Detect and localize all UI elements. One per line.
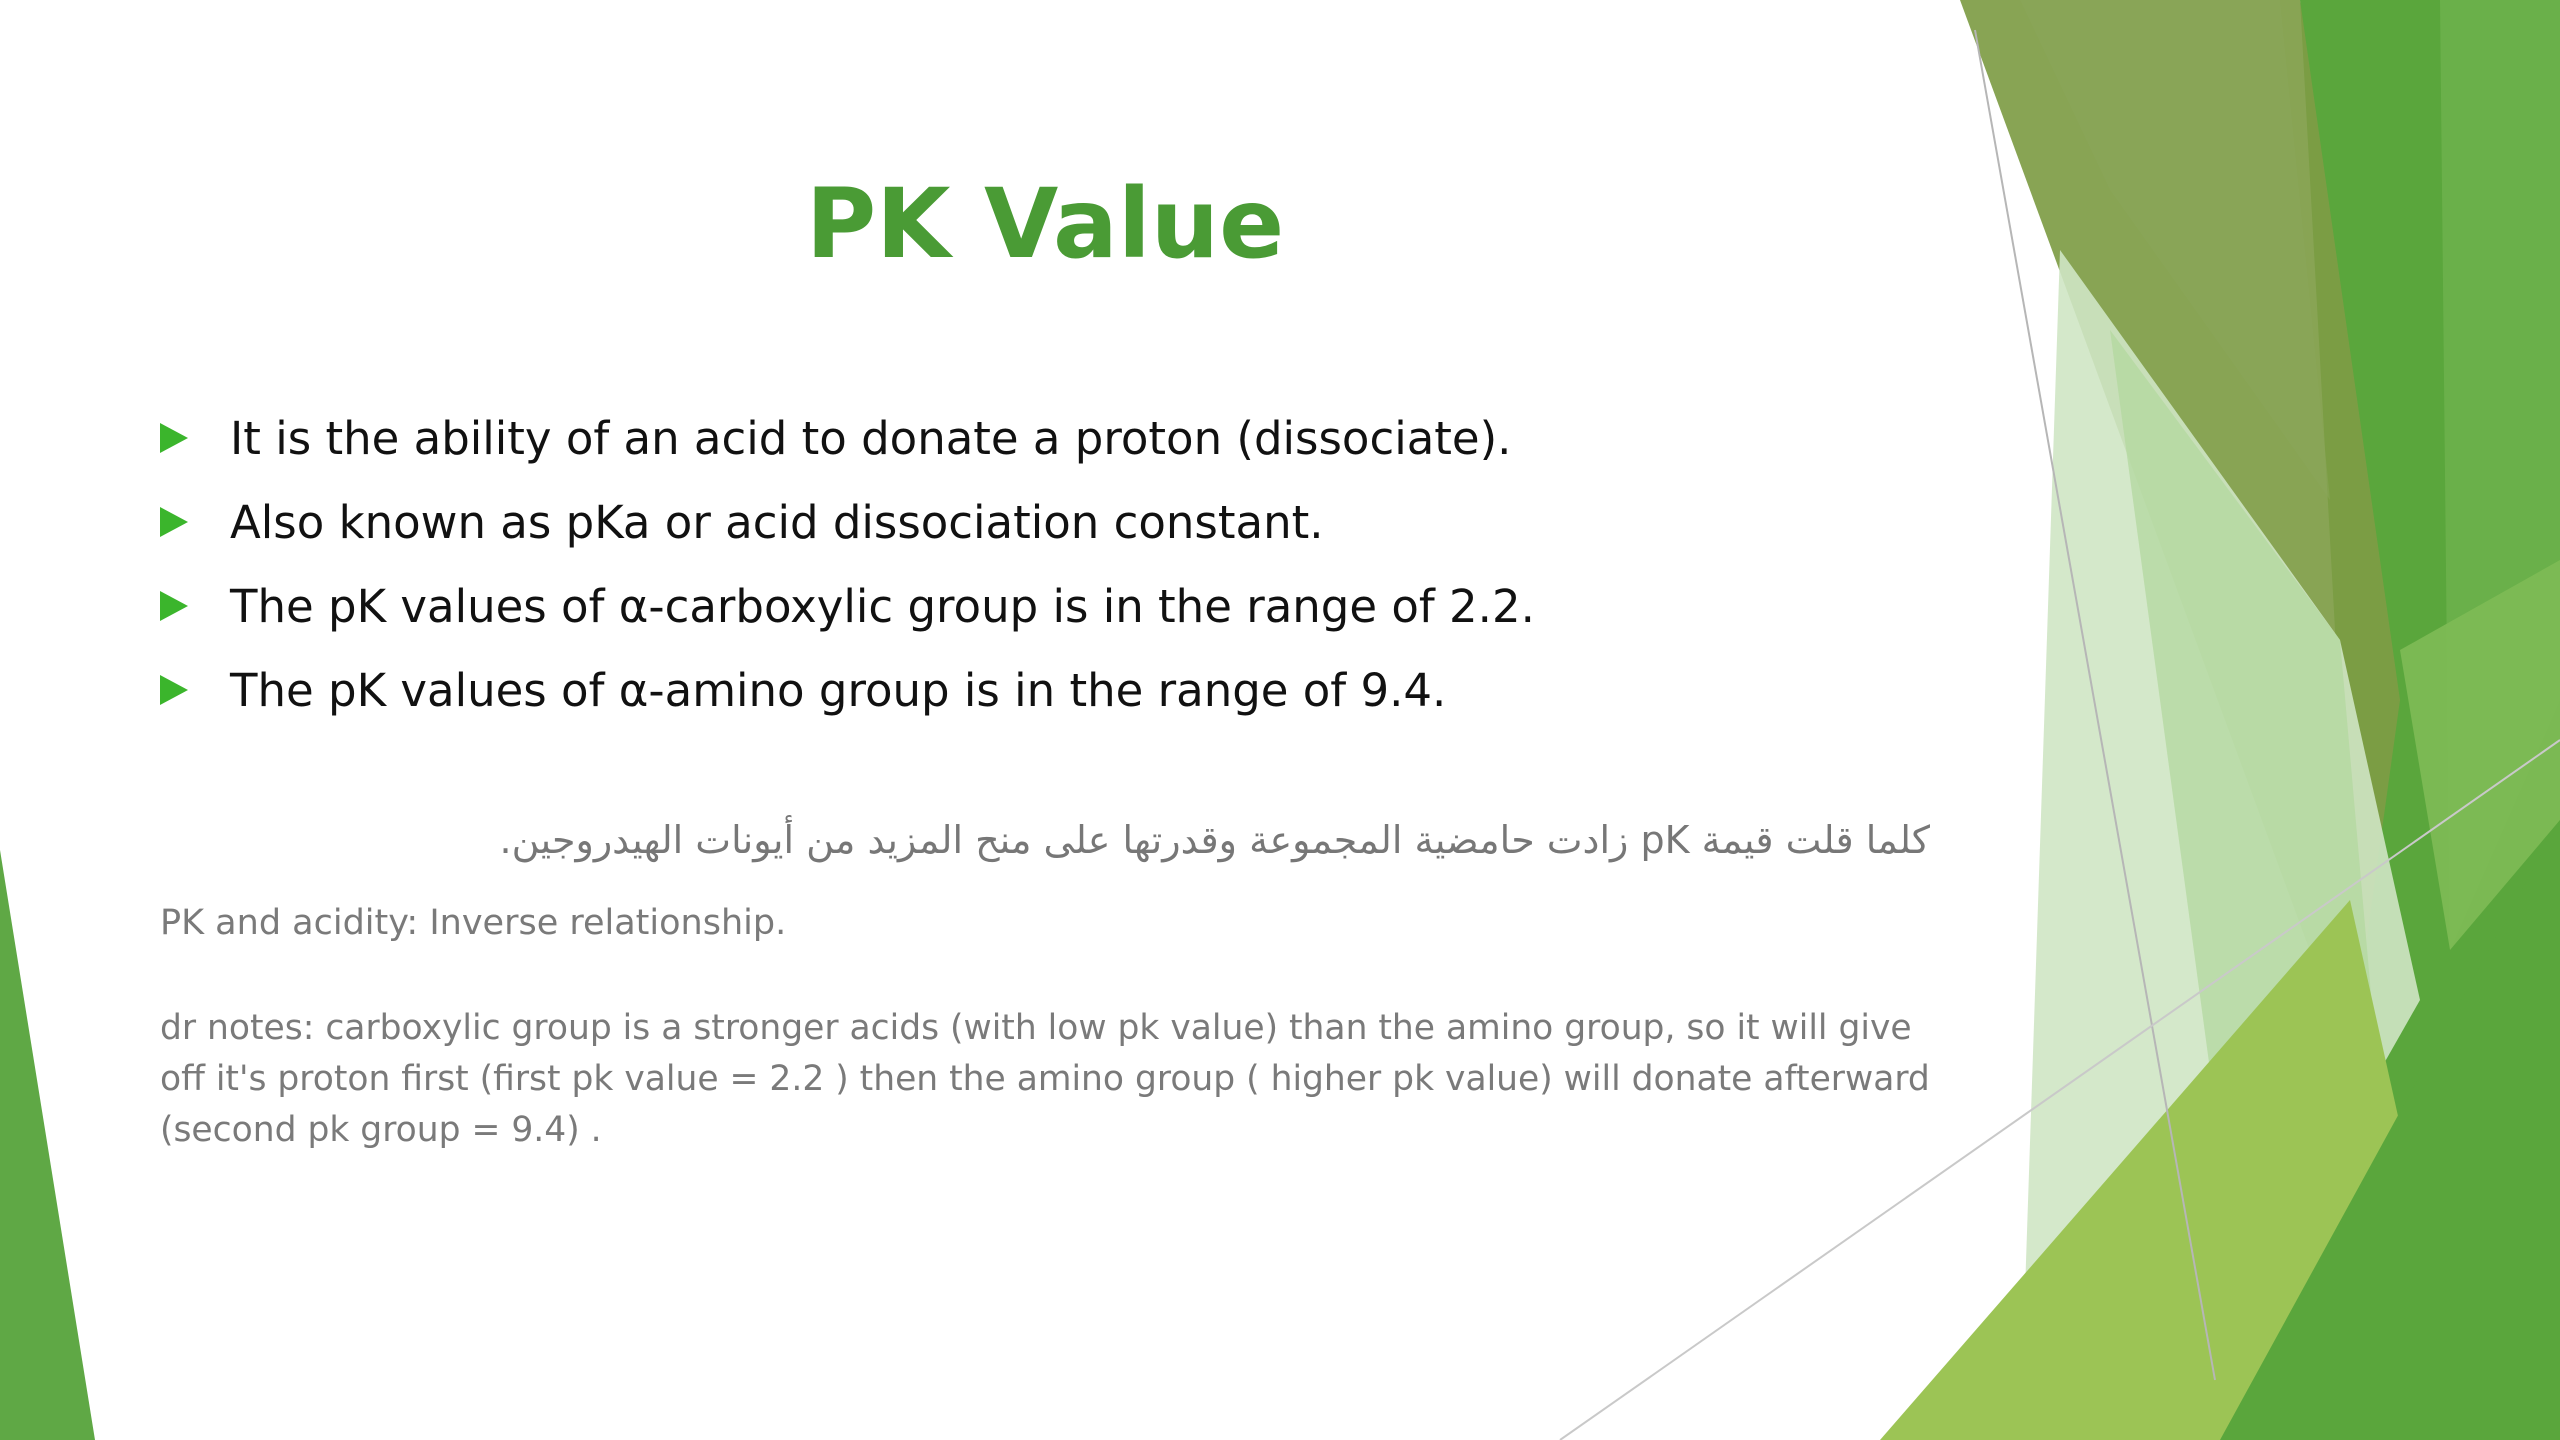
left-green-wedge [0,850,95,1440]
dr-notes: dr notes: carboxylic group is a stronger acids (with low pk value) than the amino group, so it will give off it's proton first (first pk value = 2.2 ) then the amino group ( higher pk value) will donate afterward (second pk group = 9.4) . [160,1008,1930,1150]
triangle-bullet-icon [160,423,188,453]
triangle-bullet-icon [160,507,188,537]
bullet-item [160,480,1535,564]
relationship-note: PK and acidity: Inverse relationship. [160,903,787,943]
triangle-bullet-icon [160,675,188,705]
bullet-item [160,396,1535,480]
bullet-text: The pK values of α-amino group is in the range of 9.4. [230,663,1447,717]
bullet-item [160,564,1535,648]
triangle-bullet-icon [160,591,188,621]
bullet-list [160,396,1535,732]
bullet-text: Also known as pKa or acid dissociation constant. [230,495,1324,549]
slide-title: PK Value [805,168,1285,280]
arabic-note: كلما قلت قيمة pK زادت حامضية المجموعة وقدرتها على منح المزيد من أيونات الهيدروجين. [499,818,1930,862]
bullet-text: The pK values of α-carboxylic group is in the range of 2.2. [230,579,1535,633]
bullet-text: It is the ability of an acid to donate a proton (dissociate). [230,411,1512,465]
bullet-item [160,648,1535,732]
